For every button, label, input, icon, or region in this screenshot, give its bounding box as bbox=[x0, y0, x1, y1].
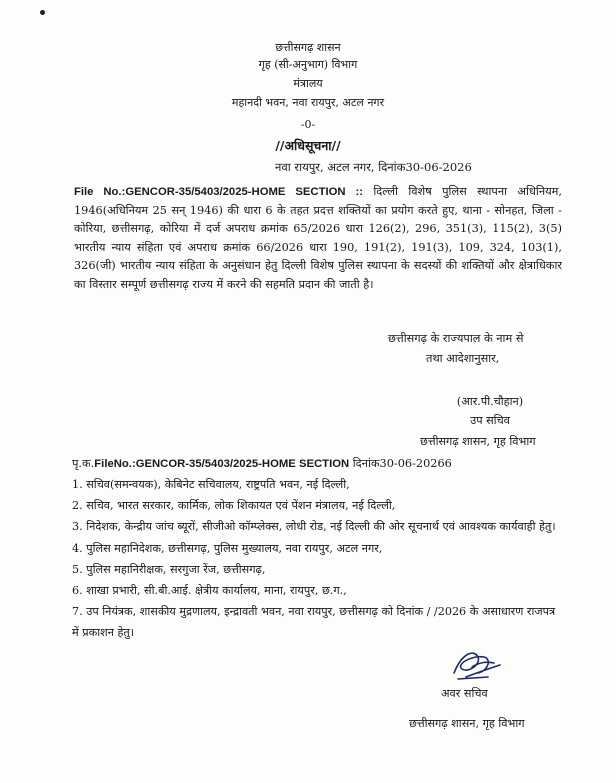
signatory-department: छत्तीसगढ़ शासन, गृह विभाग bbox=[420, 435, 536, 448]
list-item: 4. पुलिस महानिदेशक, छत्तीसगढ़, पुलिस मुख्यालय, नवा रायपुर, अटल नगर, bbox=[72, 541, 383, 555]
list-item: 5. पुलिस महानिरीक्षक, सरगुजा रेंज, छत्तीसगढ़, bbox=[72, 562, 266, 576]
footer-department: छत्तीसगढ़ शासन, गृह विभाग bbox=[409, 717, 525, 730]
order-line: तथा आदेशानुसार, bbox=[426, 352, 500, 365]
header-ministry: मंत्रालय bbox=[293, 77, 323, 90]
signatory-name: (आर.पी.चौहान) bbox=[456, 395, 524, 408]
recipient-list bbox=[72, 474, 562, 644]
authority-line bbox=[388, 329, 523, 369]
document-title: //अधिसूचना// bbox=[275, 138, 341, 153]
handwritten-signature bbox=[448, 643, 508, 685]
header-address: महानदी भवन, नवा रायपुर, अटल नगर bbox=[231, 96, 385, 109]
file-number: File No.:GENCOR-35/5403/2025-HOME SECTION :: bbox=[74, 186, 363, 198]
header-separator: -0- bbox=[300, 118, 316, 131]
endorsement-file-number: FileNo.:GENCOR-35/5403/2025-HOME SECTION bbox=[94, 458, 350, 470]
endorsement-prefix: पृ.क. bbox=[72, 457, 95, 470]
list-item: 1. सचिव(समन्वयक), केबिनेट सचिवालय, राष्ट्रपति भवन, नई दिल्ली, bbox=[72, 478, 350, 491]
dateline: नवा रायपुर, अटल नगर, दिनांक30-06-2026 bbox=[275, 160, 472, 174]
signatory-designation: उप सचिव bbox=[470, 414, 510, 427]
signatory bbox=[430, 392, 550, 430]
endorsement-date: दिनांक30-06-20266 bbox=[349, 457, 452, 470]
governor-line: छत्तीसगढ़ के राज्यपाल के नाम से bbox=[388, 332, 524, 345]
body-text: दिल्ली विशेष पुलिस स्थापना अधिनियम, 1946(अधिनियम 25 सन् 1946) की धारा 6 के तहत प्रदत्त शक्तियों का प्रयोग करते हुए, थाना - सोनहत, जिला - कोरिया, छत्तीसगढ़, कोरिया में दर्ज अपराध क्रमांक 65/2026 धारा 126(2), 296, 351(3), 115(2), 3(5) भारतीय न्याय संहिता एवं अपराध क्रमांक 66/2026 धारा 190, 191(2), 191(3), 109, 324, 103(1), 326(जी) भारतीय न्याय संहिता के अनुसंधान हेतु दिल्ली विशेष पुलिस स्थापना के सदस्यों की शक्तियों और क्षेत्राधिकार का विस्तार सम्पूर्ण छत्तीसगढ़ राज्य में करने की सहमति प्रदान की जाती है। bbox=[74, 185, 562, 291]
header-department: गृह (सी-अनुभाग) विभाग bbox=[258, 58, 358, 71]
list-item: 3. निदेशक, केन्द्रीय जांच ब्यूरों, सीजीओ कॉम्प्लेक्स, लोधी रोड, नई दिल्ली की ओर सूचनार्थ एवं आवश्यक कार्यवाही हेतु। bbox=[72, 520, 556, 534]
list-item: 2. सचिव, भारत सरकार, कार्मिक, लोक शिकायत एवं पेंशन मंत्रालय, नई दिल्ली, bbox=[72, 499, 396, 513]
list-item: 6. शाखा प्रभारी, सी.बी.आई. क्षेत्रीय कार्यालय, माना, रायपुर, छ.ग., bbox=[72, 584, 347, 598]
body-paragraph bbox=[74, 183, 562, 295]
header-government: छत्तीसगढ़ शासन bbox=[275, 41, 341, 54]
endorsement-line bbox=[72, 456, 452, 471]
list-item: 7. उप नियंत्रक, शासकीय मुद्रणालय, इन्द्रावती भवन, नवा रायपुर, छत्तीसगढ़ को दिनांक / /2026 के असाधारण राजपत्र में प्रकाशन हेतु। bbox=[72, 605, 556, 640]
dot-mark bbox=[40, 10, 45, 15]
footer-designation: अवर सचिव bbox=[441, 687, 488, 700]
